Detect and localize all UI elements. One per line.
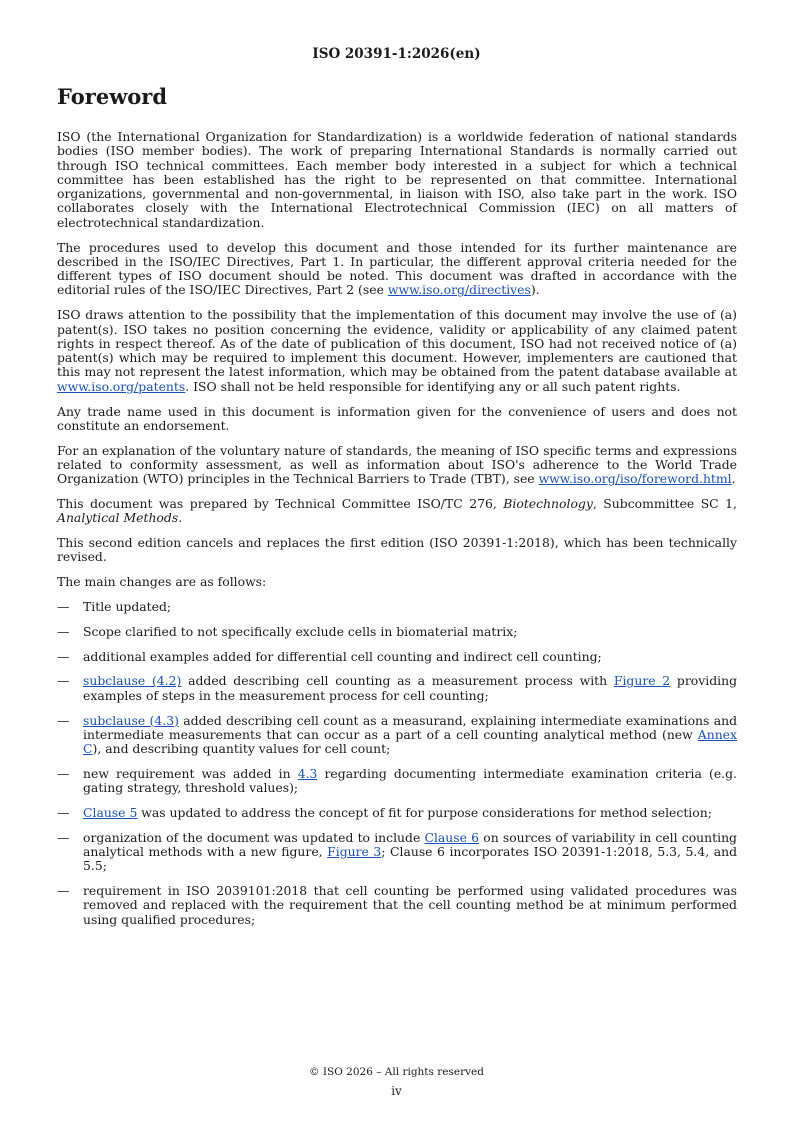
list-item: — additional examples added for differential cell counting and indirect cell counting; <box>57 648 602 664</box>
link-foreword[interactable]: www.iso.org/iso/foreword.html <box>538 471 732 487</box>
list-item: — Title updated; <box>57 599 172 615</box>
paragraph-iso-overview: ISO (the International Organization for Standardization) is a worldwide federation of national standards bodies (ISO member bodies). The work of preparing International Standards is normally carried out through ISO technical committees. Each member body interested in a subject for which a technical committee has been established has the right to be represented on that committee. International organizations, governmental and non-governmental, in liaison with ISO, also take part in the work. ISO collaborates closely with the International Electrotechnical Commission (IEC) on all matters of electrotechnical standardization. <box>57 129 737 230</box>
link-directives[interactable]: www.iso.org/directives <box>387 282 531 298</box>
list-item: — requirement in ISO 2039101:2018 that cell counting be performed using validated procedures was removed and replaced with the requirement that the cell counting method be at minimum performed using qualified procedures; <box>57 883 737 927</box>
list-item: — organization of the document was updated to include Clause 6 on sources of variability in cell counting analytical methods with a new figure, Figure 3; Clause 6 incorporates ISO 20391-1:2018, 5.3, 5.4, and 5.5; <box>57 829 738 874</box>
link-figure-2[interactable]: Figure 2 <box>613 673 671 689</box>
paragraph-patents: ISO draws attention to the possibility that the implementation of this document may involve the use of (a) patent(s). ISO takes no position concerning the evidence, validity or applicability of any claimed patent rights in respect thereof. As of the date of publication of this document, ISO had not received notice of (a) patent(s) which may be required to implement this document. However, implementers are cautioned that this may not represent the latest information, which may be obtained from the patent database available at www.iso.org/patents. ISO shall not be held responsible for identifying any or all such patent rights. <box>57 307 737 394</box>
page-title: Foreword <box>57 84 168 109</box>
link-patents[interactable]: www.iso.org/patents <box>57 378 186 394</box>
changes-list <box>57 600 737 927</box>
paragraph-procedures: The procedures used to develop this document and those intended for its further maintenance are described in the ISO/IEC Directives, Part 1. In particular, the different approval criteria needed for the different types of ISO document should be noted. This document was drafted in accordance with the editorial rules of the ISO/IEC Directives, Part 2 (see www.iso.org/directives). <box>57 239 737 298</box>
paragraph-main-changes: The main changes are as follows: <box>57 574 267 590</box>
list-item: — subclause (4.3) added describing cell count as a measurand, explaining intermediate examinations and intermediate measurements that can occur as a part of a cell counting analytical method (new Annex C), and describing quantity values for cell count; <box>57 712 737 757</box>
list-item: — Scope clarified to not specifically exclude cells in biomaterial matrix; <box>57 623 518 639</box>
list-item: — Clause 5 was updated to address the concept of fit for purpose considerations for method selection; <box>57 804 712 820</box>
link-subclause-4-3[interactable]: subclause (4.3) <box>83 712 179 728</box>
link-subclause-4-2[interactable]: subclause (4.2) <box>83 673 182 689</box>
link-figure-3[interactable]: Figure 3 <box>327 844 382 860</box>
list-item: — subclause (4.2) added describing cell counting as a measurement process with Figure 2 providing examples of steps in the measurement process for cell counting; <box>57 673 737 703</box>
paragraph-voluntary-nature: For an explanation of the voluntary nature of standards, the meaning of ISO specific terms and expressions related to conformity assessment, as well as information about ISO's adherence to the World Trade Organization (WTO) principles in the Technical Barriers to Trade (TBT), see www.iso.org/iso/foreword.html. <box>57 442 737 487</box>
link-clause-5[interactable]: Clause 5 <box>83 804 138 820</box>
link-4-3[interactable]: 4.3 <box>297 765 318 781</box>
page-number: iv <box>391 1084 402 1098</box>
list-item: — new requirement was added in 4.3 regarding documenting intermediate examination criteria (e.g. gating strategy, threshold values); <box>57 765 737 796</box>
paragraph-edition: This second edition cancels and replaces the first edition (ISO 20391-1:2018), which has been technically revised. <box>57 535 737 565</box>
page-footer <box>0 1066 793 1098</box>
paragraph-prepared-by: This document was prepared by Technical Committee ISO/TC 276, Biotechnology, Subcommittee SC 1, Analytical Methods. <box>57 496 737 526</box>
document-id-header: ISO 20391-1:2026(en) <box>312 46 481 62</box>
copyright-notice: © ISO 2026 – All rights reserved <box>309 1066 484 1078</box>
link-clause-6[interactable]: Clause 6 <box>424 829 480 845</box>
link-annex-c[interactable]: Annex C <box>83 726 737 757</box>
foreword-body <box>57 130 737 938</box>
paragraph-trade-name: Any trade name used in this document is information given for the convenience of users and does not constitute an endorsement. <box>57 403 737 433</box>
